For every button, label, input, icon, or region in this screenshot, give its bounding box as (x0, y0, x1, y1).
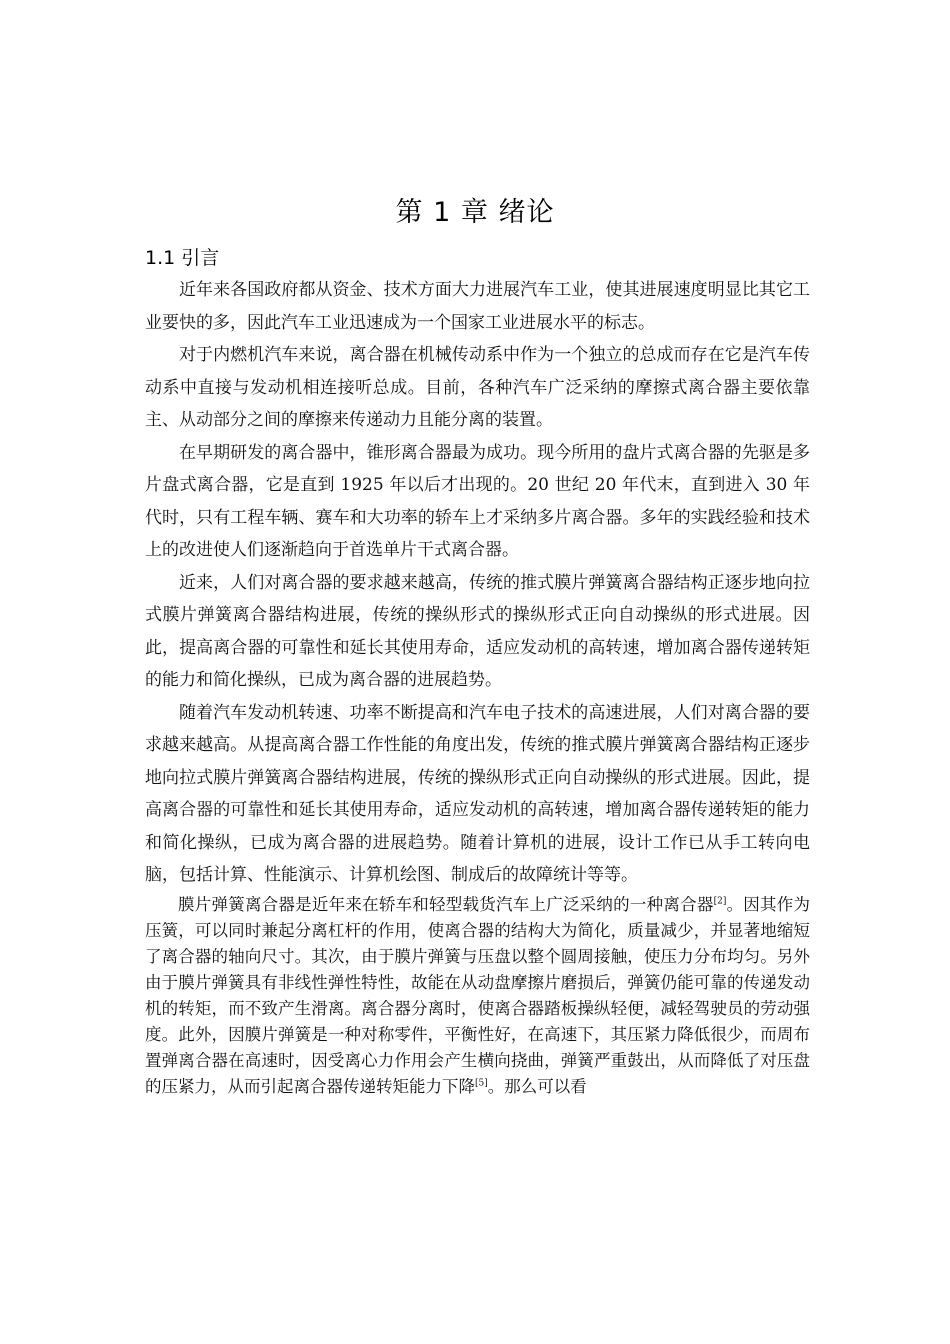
citation-ref: [5] (475, 1078, 488, 1088)
paragraph-with-citations (145, 892, 810, 1100)
chapter-title: 第 1 章 绪论 (395, 197, 555, 228)
paragraph-text: 。那么可以看 (487, 1076, 587, 1096)
citation-ref: [2] (713, 896, 727, 906)
paragraph: 在早期研发的离合器中，锥形离合器最为成功。现今所用的盘片式离合器的先驱是多片盘式离合器，它是直到 1925 年以后才出现的。20 世纪 20 年代末，直到进入 30 年代时，只有工程车辆、赛车和大功率的轿车上才采纳多片离合器。多年的实践经验和技术上的改进使人们逐渐趋向于首选单片干式离合器。 (145, 442, 810, 560)
paragraph: 对于内燃机汽车来说，离合器在机械传动系中作为一个独立的总成而存在它是汽车传动系中直接与发动机相连接听总成。目前，各种汽车广泛采纳的摩擦式离合器主要依靠主、从动部分之间的摩擦来传递动力且能分离的装置。 (145, 345, 810, 430)
paragraph-text: 。因其作为压簧，可以同时兼起分离杠杆的作用，使离合器的结构大为简化，质量减少，并显著地缩短了离合器的轴向尺寸。其次，由于膜片弹簧与压盘以整个圆周接触，使压力分布均匀。另外由于膜片弹簧具有非线性弹性特性，故能在从动盘摩擦片磨损后，弹簧仍能可靠的传递发动机的转矩，而不致产生滑离。离合器分离时，使离合器踏板操纵轻便，减轻驾驶员的劳动强度。此外，因膜片弹簧是一种对称零件，平衡性好，在高速下，其压紧力降低很少，而周布置弹离合器在高速时，因受离心力作用会产生横向挠曲，弹簧严重鼓出，从而降低了对压盘的压紧力，从而引起离合器传递转矩能力下降 (145, 894, 811, 1096)
paragraph: 随着汽车发动机转速、功率不断提高和汽车电子技术的高速进展，人们对离合器的要求越来越高。从提高离合器工作性能的角度出发，传统的推式膜片弹簧离合器结构正逐步地向拉式膜片弹簧离合器结构进展，传统的操纵形式正向自动操纵的形式进展。因此，提高离合器的可靠性和延长其使用寿命，适应发动机的高转速，增加离合器传递转矩的能力和简化操纵，已成为离合器的进展趋势。随着计算机的进展，设计工作已从手工转向电脑，包括计算、性能演示、计算机绘图、制成后的故障统计等等。 (145, 702, 810, 885)
paragraph-text: 膜片弹簧离合器是近年来在轿车和轻型载货汽车上广泛采纳的一种离合器 (178, 894, 714, 914)
paragraph: 近来，人们对离合器的要求越来越高，传统的推式膜片弹簧离合器结构正逐步地向拉式膜片弹簧离合器结构进展，传统的操纵形式的操纵形式正向自动操纵的形式进展。因此，提高离合器的可靠性和延长其使用寿命，适应发动机的高转速，增加离合器传递转矩的能力和简化操纵，已成为离合器的进展趋势。 (145, 572, 810, 690)
section-heading: 1.1 引言 (145, 247, 220, 269)
paragraph: 近年来各国政府都从资金、技术方面大力进展汽车工业，使其进展速度明显比其它工业要快的多，因此汽车工业迅速成为一个国家工业进展水平的标志。 (145, 280, 810, 333)
body-text (145, 274, 810, 1100)
